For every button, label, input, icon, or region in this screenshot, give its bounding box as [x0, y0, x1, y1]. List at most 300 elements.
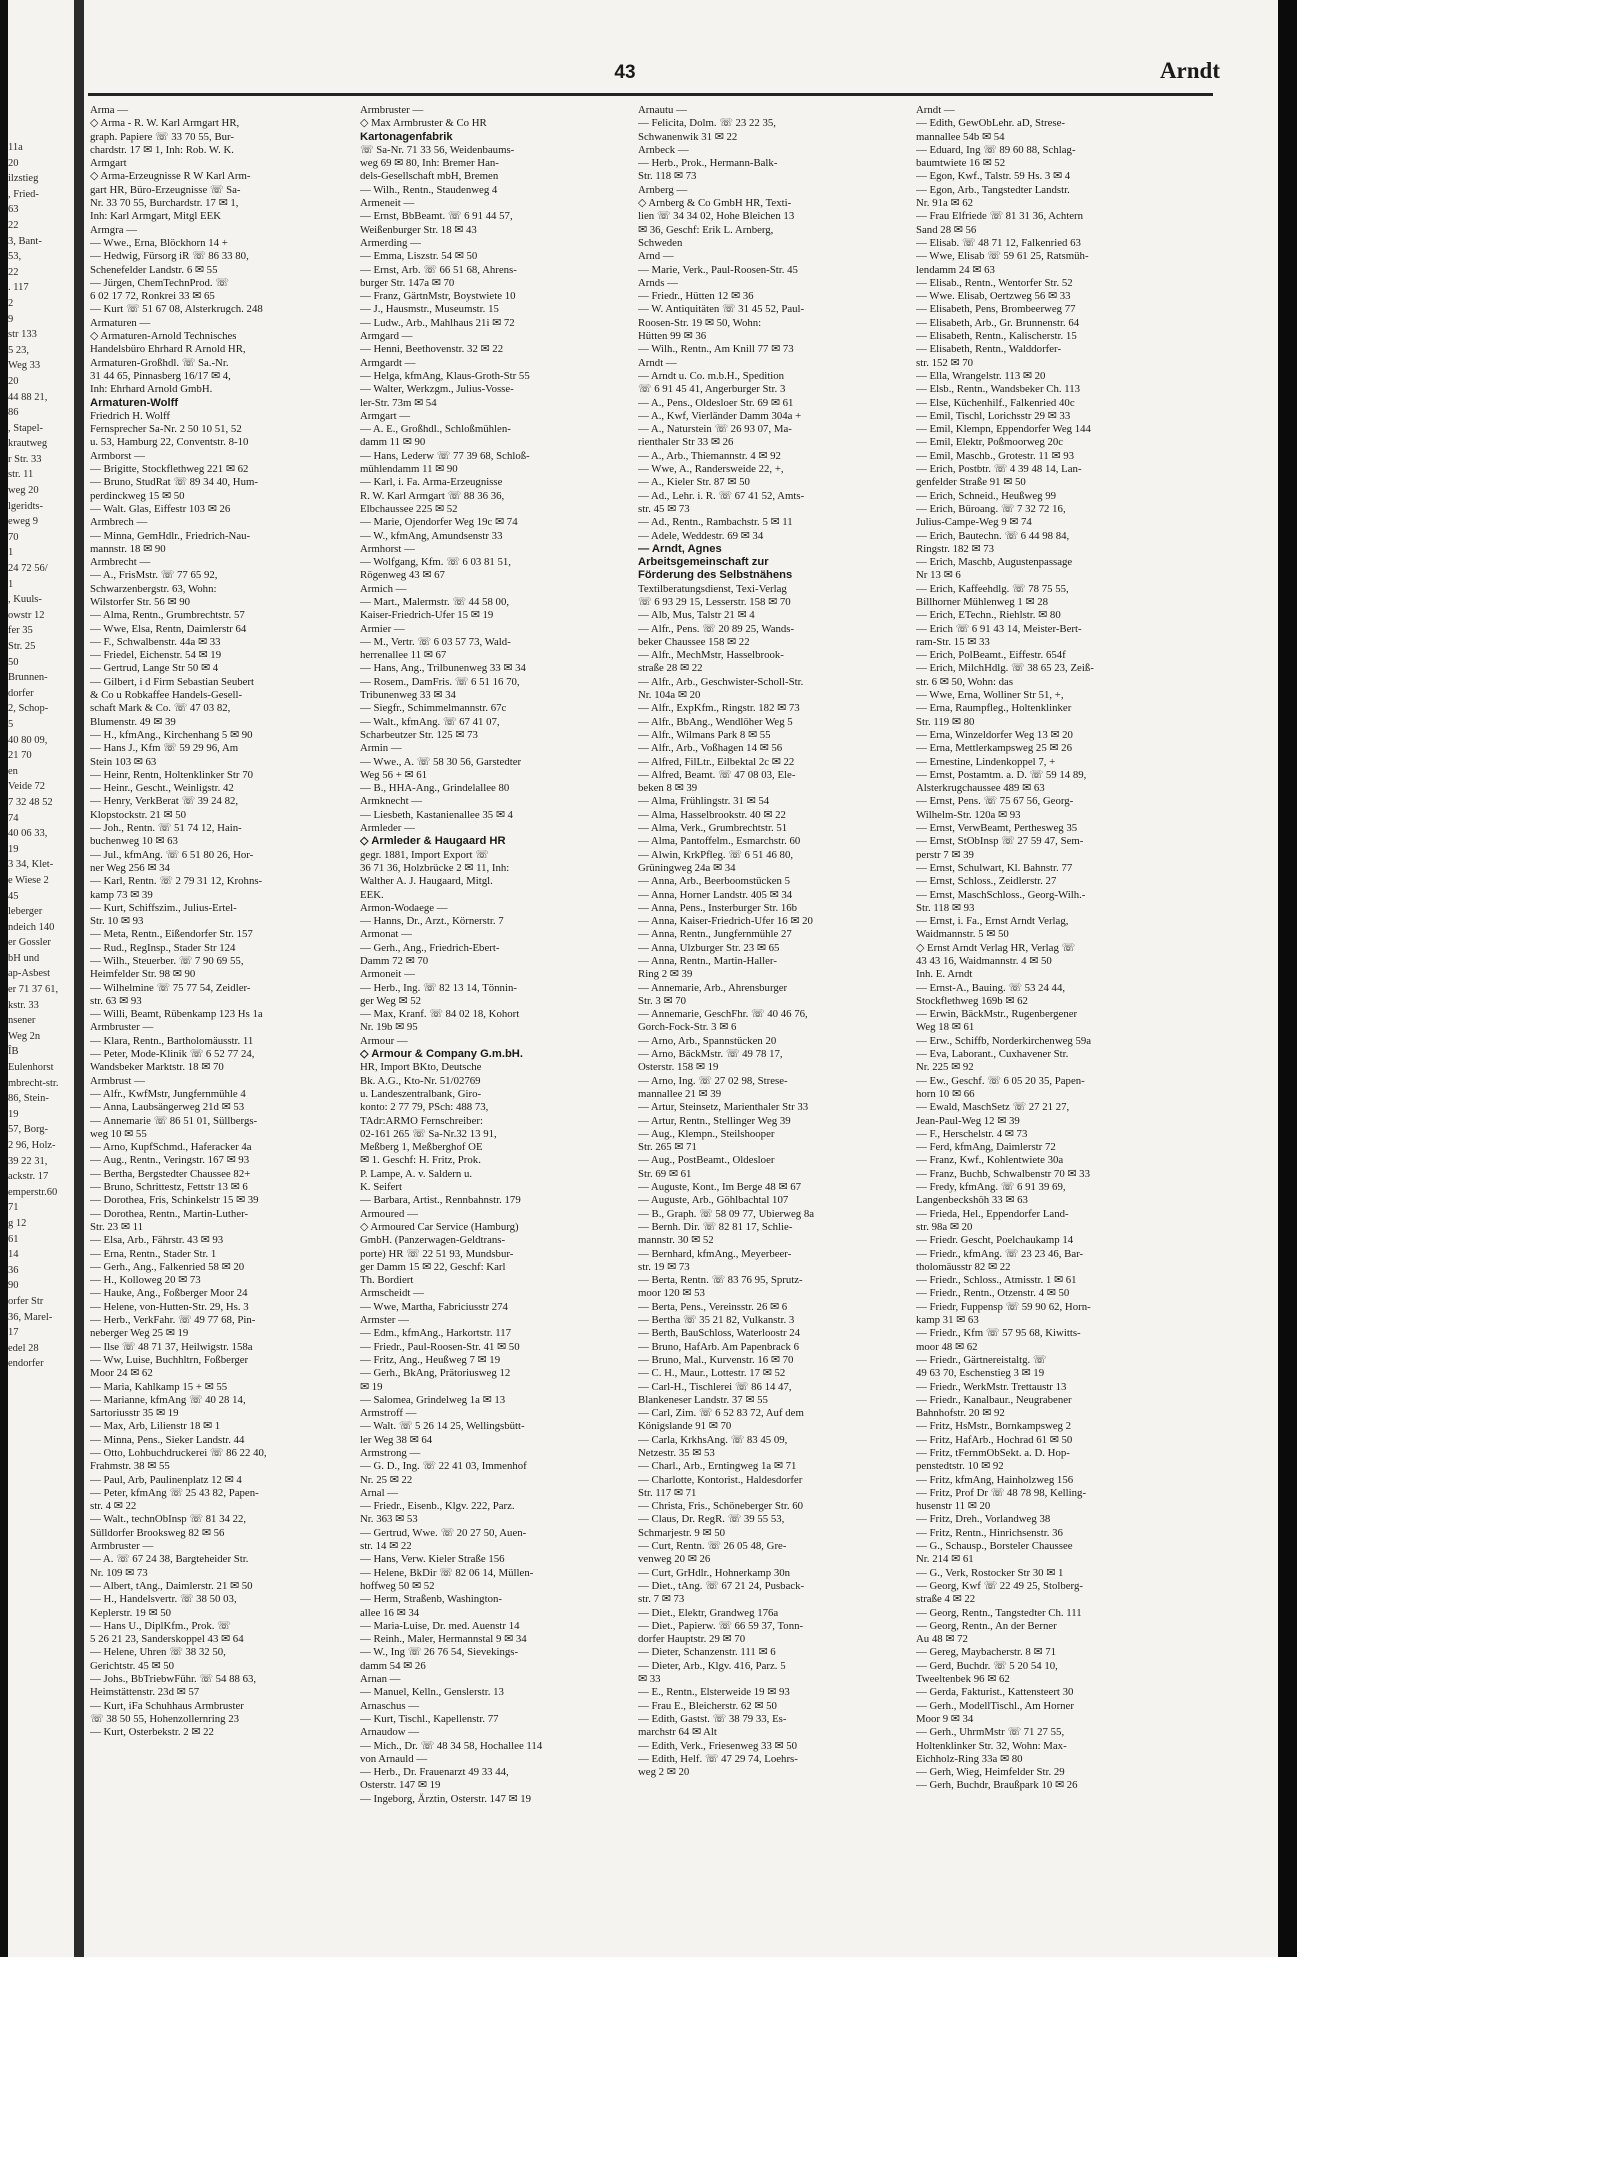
directory-entry-line: Armbruster —: [360, 104, 424, 116]
directory-entry-line: — Anna, Rentn., Jungfernmühle 27: [638, 928, 792, 941]
directory-entry-line: — Ew., Geschf. ☏ 6 05 20 35, Papen-: [916, 1074, 1085, 1087]
directory-entry-line: Nr 13 ✉ 6: [916, 569, 961, 582]
fragment-line: leberger: [8, 906, 43, 918]
directory-entry-line: Nr. 33 70 55, Burchardstr. 17 ✉ 1,: [90, 197, 239, 210]
directory-entry-line: mühlendamm 11 ✉ 90: [360, 463, 458, 476]
directory-entry-line: ◇ Max Armbruster & Co HR: [360, 117, 487, 130]
directory-entry-line: — Eva, Laborant., Cuxhavener Str.: [916, 1048, 1069, 1061]
directory-entry-line: — Erich, Maschb, Augustenpassage: [916, 556, 1073, 569]
directory-entry-line: str. 19 ✉ 73: [638, 1260, 690, 1273]
directory-entry-line: — Wwe, Martha, Fabriciusstr 274: [360, 1300, 508, 1313]
directory-entry-line: — Bruno, HafArb. Am Papenbrack 6: [638, 1340, 800, 1353]
directory-entry-line: — A., Naturstein ☏ 26 93 07, Ma-: [638, 423, 792, 436]
directory-entry-line: allee 16 ✉ 34: [360, 1606, 420, 1619]
directory-entry-line: Moor 24 ✉ 62: [90, 1367, 153, 1380]
directory-entry-line: — Rosem., DamFris. ☏ 6 51 16 70,: [360, 675, 520, 688]
fragment-line: 70: [8, 531, 19, 543]
fragment-line: 61: [8, 1233, 19, 1245]
directory-entry-line: 31 44 65, Pinnasberg 16/17 ✉ 4,: [90, 369, 231, 382]
directory-entry-line: — H., Kolloweg 20 ✉ 73: [90, 1274, 201, 1287]
fragment-line: 11a: [8, 142, 23, 153]
directory-entry-line: Bk. A.G., Kto-Nr. 51/02769: [360, 1074, 481, 1087]
fragment-line: 9: [8, 313, 14, 325]
directory-entry-line: Stein 103 ✉ 63: [90, 755, 157, 768]
directory-entry-line: — Adele, Weddestr. 69 ✉ 34: [638, 529, 764, 542]
directory-entry-line: ◇ Ernst Arndt Verlag HR, Verlag ☏: [916, 941, 1076, 954]
directory-entry-line: — Siegfr., Schimmelmannstr. 67c: [360, 702, 507, 715]
fragment-line: 45: [8, 890, 19, 902]
directory-entry-line: Schweden: [638, 236, 683, 249]
directory-entry-line: — Kurt, Schiffszim., Julius-Ertel-: [90, 901, 237, 914]
fragment-line: 5: [8, 718, 14, 730]
directory-entry-line: — Alfr., BbAng., Wendlöher Weg 5: [638, 715, 793, 728]
directory-entry-line: — Diet., Elektr, Grandweg 176a: [638, 1606, 779, 1619]
directory-entry-line: — Gerda, Fakturist., Kattensteert 30: [916, 1686, 1074, 1699]
directory-entry-line: — A. E., Großhdl., Schloßmühlen-: [360, 423, 511, 436]
directory-entry-line: — Herb., Ing. ☏ 82 13 14, Tönnin-: [360, 981, 517, 994]
directory-entry-line: — Ernst-A., Bauing. ☏ 53 24 44,: [916, 981, 1066, 994]
directory-entry-line: Arnds —: [638, 276, 678, 289]
directory-entry-line: 49 63 70, Eschenstieg 3 ✉ 19: [916, 1367, 1045, 1380]
directory-entry-line: — Salomea, Grindelweg 1a ✉ 13: [360, 1393, 506, 1406]
directory-entry-line: Heimstättenstr. 23d ✉ 57: [90, 1686, 200, 1699]
directory-entry-line: — W., kfmAng, Amundsenstr 33: [360, 529, 503, 542]
directory-entry-line: — Wwe, Erna, Wolliner Str 51, +,: [916, 689, 1064, 702]
directory-entry-line: — Meta, Rentn., Eißendorfer Str. 157: [90, 928, 253, 941]
directory-entry-line: 5 26 21 23, Sanderskoppel 43 ✉ 64: [90, 1633, 244, 1646]
directory-entry-line: — Barbara, Artist., Rennbahnstr. 179: [360, 1194, 521, 1207]
directory-entry-line: — Wilhelmine ☏ 75 77 54, Zeidler-: [90, 981, 251, 994]
directory-entry-line: — Joh., Rentn. ☏ 51 74 12, Hain-: [90, 822, 242, 835]
directory-entry-line: HR, Import BKto, Deutsche: [360, 1061, 482, 1074]
fragment-line: 63: [8, 204, 19, 216]
directory-entry-line: Sülldorfer Brooksweg 82 ✉ 56: [90, 1526, 225, 1539]
directory-entry-line: — Friedel, Eichenstr. 54 ✉ 19: [90, 649, 222, 662]
directory-entry-line: — M., Vertr. ☏ 6 03 57 73, Wald-: [360, 635, 511, 648]
directory-entry-line: rienthaler Str 33 ✉ 26: [638, 436, 734, 449]
directory-entry-line: herrenallee 11 ✉ 67: [360, 649, 447, 662]
directory-entry-line: — Dorothea, Fris, Schinkelstr 15 ✉ 39: [90, 1194, 259, 1207]
directory-entry-line: — Peter, Mode-Klinik ☏ 6 52 77 24,: [90, 1048, 255, 1061]
directory-entry-line: — Edith, Helf. ☏ 47 29 74, Loehrs-: [638, 1752, 798, 1765]
directory-entry-line: Tribunenweg 33 ✉ 34: [360, 689, 456, 702]
directory-entry-line: — Kurt, iFa Schuhhaus Armbruster: [90, 1699, 244, 1712]
directory-entry-line: konto: 2 77 79, PSch: 488 73,: [360, 1101, 489, 1114]
directory-entry-line: — Erwin, BäckMstr., Rugenbergener: [916, 1008, 1078, 1021]
directory-entry-line: 43 43 16, Waidmannstr. 4 ✉ 50: [916, 955, 1052, 967]
fragment-line: weg 20: [8, 485, 39, 497]
directory-entry-line: — Ferd, kfmAng, Daimlerstr 72: [916, 1141, 1056, 1154]
fragment-line: er Gossler: [8, 937, 51, 949]
directory-entry-line: Armster —: [360, 1314, 409, 1327]
directory-entry-line: — Alma, Pantoffelm., Esmarchstr. 60: [638, 835, 801, 848]
directory-entry-line: — Gerh., Ang., Falkenried 58 ✉ 20: [90, 1260, 245, 1273]
directory-entry-line: ger Weg ✉ 52: [360, 994, 422, 1007]
directory-entry-line: — Ewald, MaschSetz ☏ 27 21 27,: [916, 1101, 1070, 1114]
fragment-line: 17: [8, 1327, 19, 1339]
directory-entry-line: — Minna, GemHdlr., Friedrich-Nau-: [90, 529, 251, 542]
fragment-line: ndeich 140: [8, 921, 55, 933]
directory-entry-line: Nr. 19b ✉ 95: [360, 1021, 418, 1034]
directory-entry-line: 6 02 17 72, Ronkrei 33 ✉ 65: [90, 290, 215, 303]
directory-entry-line: — Edith, Gastst. ☏ 38 79 33, Es-: [638, 1712, 787, 1725]
directory-entry-line: — Elsa, Arb., Fährstr. 43 ✉ 93: [90, 1234, 224, 1247]
directory-entry-line: — A., Arb., Thiemannstr. 4 ✉ 92: [638, 449, 781, 462]
directory-entry-line: — Anna, Laubsängerweg 21d ✉ 53: [90, 1101, 245, 1114]
directory-entry-line: — Ernst, Schulwart, Kl. Bahnstr. 77: [916, 861, 1073, 874]
directory-entry-line: Walther A. J. Haugaard, Mitgl.: [360, 875, 493, 888]
directory-entry-line: mannstr. 30 ✉ 52: [638, 1234, 714, 1247]
directory-entry-line: Armich —: [360, 582, 407, 595]
fragment-line: ap-Asbest: [8, 968, 50, 980]
directory-entry-line: — B., HHA-Ang., Grindelallee 80: [360, 782, 510, 795]
directory-entry-line: Gerichtstr. 45 ✉ 50: [90, 1659, 175, 1672]
directory-entry-line: — Marie, Verk., Paul-Roosen-Str. 45: [638, 263, 798, 276]
directory-entry-line: Keplerstr. 19 ✉ 50: [90, 1606, 172, 1619]
directory-entry-line: ✉ 33: [638, 1673, 661, 1686]
directory-entry-line: — Ernst, i. Fa., Ernst Arndt Verlag,: [916, 915, 1069, 928]
directory-entry-line: — Gerh., BkAng, Prätoriusweg 12: [360, 1367, 511, 1380]
fragment-line: 2, Schop-: [8, 703, 49, 715]
directory-entry-line: — Georg, Kwf ☏ 22 49 25, Stolberg-: [916, 1579, 1083, 1592]
directory-entry-line: — Hauke, Ang., Foßberger Moor 24: [90, 1287, 248, 1300]
directory-entry-line: — Walt. ☏ 5 26 14 25, Wellingsbütt-: [360, 1420, 525, 1433]
directory-entry-line: — Berta, Pens., Vereinsstr. 26 ✉ 6: [638, 1300, 788, 1313]
directory-entry-line: — Ernst, Postamtm. a. D. ☏ 59 14 89,: [916, 768, 1087, 781]
directory-entry-line: — W. Antiquitäten ☏ 31 45 52, Paul-: [638, 303, 805, 316]
directory-entry-line: Osterstr. 158 ✉ 19: [638, 1061, 719, 1074]
directory-entry-line: — Emil, Tischl, Lorichsstr 29 ✉ 33: [916, 409, 1071, 422]
directory-entry-line: — Emil, Klempn, Eppendorfer Weg 144: [916, 423, 1091, 436]
directory-entry-line: — Mich., Dr. ☏ 48 34 58, Hochallee 114: [360, 1739, 543, 1752]
directory-entry-line: — Minna, Pens., Sieker Landstr. 44: [90, 1433, 245, 1446]
directory-entry-line: — Kurt ☏ 51 67 08, Alsterkrugch. 248: [90, 303, 263, 316]
directory-entry-line: — Erich, Kaffeehdlg. ☏ 78 75 55,: [916, 582, 1069, 595]
directory-entry-line: — Gerh., UhrmMstr ☏ 71 27 55,: [916, 1726, 1065, 1739]
directory-entry-line: Schwarzenbergstr. 63, Wohn:: [90, 582, 217, 595]
directory-entry-line: beken 8 ✉ 39: [638, 782, 698, 795]
fragment-line: 40 06 33,: [8, 828, 48, 840]
directory-entry-line: — Albert, tAng., Daimlerstr. 21 ✉ 50: [90, 1579, 253, 1592]
directory-entry-line: — B., Graph. ☏ 58 09 77, Ubierweg 8a: [638, 1207, 815, 1220]
directory-entry-line: — Frau E., Bleicherstr. 62 ✉ 50: [638, 1699, 777, 1712]
column-4: [916, 104, 1186, 1899]
directory-entry-line: — Arno, KupfSchmd., Haferacker 4a: [90, 1141, 252, 1154]
directory-entry-line: — Wilh., Rentn., Staudenweg 4: [360, 183, 498, 196]
directory-entry-line: moor 120 ✉ 53: [638, 1287, 705, 1300]
directory-entry-line: — Ernst, VerwBeamt, Perthesweg 35: [916, 822, 1078, 835]
fragment-line: 3 34, Klet-: [8, 859, 54, 871]
directory-entry-line: Klopstockstr. 21 ✉ 50: [90, 808, 187, 821]
directory-entry-line: ✉ 1. Geschf: H. Fritz, Prok.: [360, 1154, 481, 1167]
directory-entry-line: Str. 119 ✉ 80: [916, 715, 975, 728]
directory-entry-line: — Gerd, Buchdr. ☏ 5 20 54 10,: [916, 1659, 1058, 1672]
directory-entry-line: — Auguste, Arb., Göhlbachtal 107: [638, 1194, 789, 1207]
directory-entry-line: — Ella, Wrangelstr. 113 ✉ 20: [916, 369, 1046, 382]
directory-entry-line: — Artur, Rentn., Stellinger Weg 39: [638, 1114, 791, 1127]
directory-entry-line: — Hedwig, Fürsorg iR ☏ 86 33 80,: [90, 250, 249, 263]
directory-entry-line: mannallee 21 ✉ 39: [638, 1087, 722, 1100]
directory-entry-line: Waidmannstr. 5 ✉ 50: [916, 928, 1009, 941]
fragment-line: 74: [8, 812, 19, 824]
directory-entry-line: — A., Pens., Oldesloer Str. 69 ✉ 61: [638, 396, 794, 409]
directory-entry-line: — Elsb., Rentn., Wandsbeker Ch. 113: [916, 383, 1081, 396]
directory-entry-line: Hütten 99 ✉ 36: [638, 330, 707, 343]
directory-entry-line: moor 48 ✉ 62: [916, 1340, 978, 1353]
directory-entry-line: — Alfr., ExpKfm., Ringstr. 182 ✉ 73: [638, 702, 800, 715]
fragment-line: lgeridts-: [8, 500, 43, 512]
fragment-line: Str. 25: [8, 641, 36, 652]
directory-entry-line: hoffweg 50 ✉ 52: [360, 1579, 435, 1592]
directory-entry-line: ◇ Armoured Car Service (Hamburg): [360, 1220, 519, 1233]
directory-entry-line: — Manuel, Kelln., Genslerstr. 13: [360, 1686, 504, 1699]
directory-entry-line: ◇ Armaturen-Arnold Technisches: [90, 330, 237, 343]
directory-entry-line: — Arno, Ing. ☏ 27 02 98, Strese-: [638, 1074, 788, 1087]
directory-entry-line: — Frau Elfriede ☏ 81 31 36, Achtern: [916, 210, 1084, 223]
directory-entry-line: — Anna, Ulzburger Str. 23 ✉ 65: [638, 941, 780, 954]
column-3: [638, 104, 908, 1899]
directory-entry-line: — Bruno, StudRat ☏ 89 34 40, Hum-: [90, 476, 258, 489]
directory-entry-line: — Erich, Schneid., Heußweg 99: [916, 489, 1057, 502]
directory-entry-line: Str. 265 ✉ 71: [638, 1141, 697, 1154]
directory-entry-line: chardstr. 17 ✉ 1, Inh: Rob. W. K.: [90, 143, 235, 156]
directory-entry-line: — Carl-H., Tischlerei ☏ 86 14 47,: [638, 1380, 792, 1393]
fragment-line: 7 32 48 52: [8, 796, 53, 808]
directory-entry-line: — Friedr., Hütten 12 ✉ 36: [638, 290, 754, 303]
directory-entry-line: Friedrich H. Wolff: [90, 409, 170, 422]
directory-entry-line: — Alma, Verk., Grumbrechtstr. 51: [638, 822, 788, 835]
directory-entry-line: — H., Handelsvertr. ☏ 38 50 03,: [90, 1593, 237, 1606]
directory-entry-line: Th. Bordiert: [360, 1274, 414, 1287]
fragment-line: e Wiese 2: [8, 874, 49, 886]
directory-entry-line: Kaiser-Friedrich-Ufer 15 ✉ 19: [360, 609, 494, 622]
directory-entry-line: — Edm., kfmAng., Harkortstr. 117: [360, 1327, 512, 1340]
directory-entry-line: Alsterkrugchaussee 489 ✉ 63: [916, 782, 1045, 795]
fragment-line: , Fried-: [8, 188, 39, 200]
directory-entry-line: — Egon, Kwf., Talstr. 59 Hs. 3 ✉ 4: [916, 170, 1071, 183]
directory-entry-line: — Edith, GewObLehr. aD, Strese-: [916, 117, 1066, 130]
fragment-line: en: [8, 765, 18, 777]
directory-entry-line: — Friedr., WerkMstr. Trettaustr 13: [916, 1380, 1067, 1393]
directory-entry-line: — Max, Arb, Lilienstr 18 ✉ 1: [90, 1420, 221, 1433]
directory-entry-line: — Hanns, Dr., Arzt., Körnerstr. 7: [360, 915, 504, 928]
directory-entry-line: Armerding —: [360, 236, 421, 249]
directory-entry-line: Arnbeck —: [638, 143, 689, 156]
column-1: [90, 104, 360, 1899]
directory-entry-line: Königslande 91 ✉ 70: [638, 1420, 732, 1433]
directory-entry-line: Blumenstr. 49 ✉ 39: [90, 715, 176, 728]
directory-entry-line: — Berta, Rentn. ☏ 83 76 95, Sprutz-: [638, 1274, 803, 1287]
directory-entry-line: Sand 28 ✉ 56: [916, 223, 977, 236]
directory-entry-line: Stockflethweg 169b ✉ 62: [916, 994, 1028, 1007]
directory-entry-line: — Franz, Buchb, Schwalbenstr 70 ✉ 33: [916, 1167, 1090, 1180]
directory-entry-line: — Annemarie ☏ 86 51 01, Süllbergs-: [90, 1114, 258, 1127]
directory-entry-line: damm 11 ✉ 90: [360, 436, 426, 449]
directory-entry-line: — Erich, MilchHdlg. ☏ 38 65 23, Zeiß-: [916, 662, 1094, 675]
directory-entry-line: — Henry, VerkBerat ☏ 39 24 82,: [90, 795, 239, 808]
directory-entry-line: — Wwe. Elisab, Oertzweg 56 ✉ 33: [916, 290, 1071, 303]
directory-entry-line: — Fritz, Ang., Heußweg 7 ✉ 19: [360, 1353, 501, 1366]
fragment-line: 24 72 56/: [8, 563, 48, 575]
directory-entry-line: Nr. 104a ✉ 20: [638, 689, 701, 702]
directory-entry-line: Eichholz-Ring 33a ✉ 80: [916, 1752, 1023, 1765]
directory-entry-line: — Bruno, Mal., Kurvenstr. 16 ✉ 70: [638, 1353, 794, 1366]
directory-entry-line: — Annemarie, GeschFhr. ☏ 40 46 76,: [638, 1008, 808, 1021]
directory-entry-line: — Alfr., Arb., Geschwister-Scholl-Str.: [638, 675, 804, 688]
directory-entry-line: Inh. E. Arndt: [916, 968, 973, 981]
directory-entry-line: Arma —: [90, 104, 129, 116]
directory-entry-line: — Johs., BbTriebwFühr. ☏ 54 88 63,: [90, 1673, 257, 1686]
directory-entry-line: — Walt., technObInsp ☏ 81 34 22,: [90, 1513, 247, 1526]
directory-entry-line: schaft Mark & Co. ☏ 47 03 82,: [90, 702, 231, 715]
fragment-line: Brunnen-: [8, 672, 48, 684]
directory-entry-line: str. 152 ✉ 70: [916, 356, 974, 369]
directory-entry-line: — Franz, Kwf., Kohlentwiete 30a: [916, 1154, 1064, 1167]
directory-entry-line: Arndt —: [916, 104, 955, 116]
directory-entry-line: — H., kfmAng., Kirchenhang 5 ✉ 90: [90, 728, 253, 741]
directory-entry-line: Tweeltenbek 96 ✉ 62: [916, 1673, 1010, 1686]
directory-entry-line: — Herm, Straßenb, Washington-: [360, 1593, 502, 1606]
directory-entry-line: — Kurt, Tischl., Kapellenstr. 77: [360, 1712, 499, 1725]
fragment-line: ackstr. 17: [8, 1171, 49, 1183]
directory-entry-line: ✉ 19: [360, 1380, 383, 1393]
fragment-line: 2: [8, 297, 14, 309]
directory-entry-line: — Kurt, Osterbekstr. 2 ✉ 22: [90, 1726, 214, 1739]
directory-entry-line: — Fritz, Rentn., Hinrichsenstr. 36: [916, 1526, 1063, 1539]
directory-entry-line: — Fritz, Prof Dr ☏ 48 78 98, Kelling-: [916, 1486, 1087, 1499]
directory-entry-line: Arnal —: [360, 1486, 399, 1499]
fragment-line: dorfer: [8, 687, 34, 699]
directory-entry-line: str. 14 ✉ 22: [360, 1540, 412, 1553]
directory-entry-line: — Gerh, Buchdr, Braußpark 10 ✉ 26: [916, 1779, 1078, 1792]
directory-entry-line: Armborst —: [90, 449, 145, 462]
directory-entry-line: — Erich, ETechn., Riehlstr. ✉ 80: [916, 609, 1061, 622]
directory-entry-line: Rögenweg 43 ✉ 67: [360, 569, 445, 582]
directory-entry-line: Wilstorfer Str. 56 ✉ 90: [90, 595, 191, 608]
directory-entry-line: — Erw., Schiffb, Norderkirchenweg 59a: [916, 1034, 1092, 1047]
directory-entry-line: Armhorst —: [360, 542, 415, 555]
directory-entry-line: u. 53, Hamburg 22, Conventstr. 8-10: [90, 436, 249, 449]
directory-entry-line: TAdr:ARMO Fernschreiber:: [360, 1114, 483, 1127]
fragment-line: 20: [8, 157, 19, 169]
directory-entry-line: — Georg, Rentn., Tangstedter Ch. 111: [916, 1606, 1082, 1619]
fragment-line: eweg 9: [8, 516, 39, 528]
directory-entry-line: Handelsbüro Ehrhard R Arnold HR,: [90, 343, 246, 356]
directory-entry-line: Armour —: [360, 1034, 408, 1047]
directory-entry-line: ✉ 36, Geschf: Erik L. Arnberg,: [638, 223, 774, 236]
directory-entry-line: str. 6 ✉ 50, Wohn: das: [916, 675, 1014, 688]
directory-entry-line: — Fritz, tFernmObSekt. a. D. Hop-: [916, 1446, 1070, 1459]
directory-entry-line: — Friedr., Paul-Roosen-Str. 41 ✉ 50: [360, 1340, 520, 1353]
directory-entry-line: — Aug., PostBeamt., Oldesloer: [638, 1154, 775, 1167]
fragment-line: 2 96, Holz-: [8, 1140, 56, 1151]
directory-entry-line: Arnd —: [638, 250, 674, 263]
directory-entry-line: Ringstr. 182 ✉ 73: [916, 542, 995, 555]
directory-entry-line: marchstr 64 ✉ Alt: [638, 1726, 717, 1739]
fragment-line: 50: [8, 656, 19, 668]
directory-entry-line: — Herb., VerkFahr. ☏ 49 77 68, Pin-: [90, 1314, 256, 1327]
directory-entry-line: — Erna, Winzeldorfer Weg 13 ✉ 20: [916, 728, 1073, 741]
directory-entry-line: — Fritz, kfmAng, Hainholzweg 156: [916, 1473, 1074, 1486]
directory-entry-line: — A., Kwf, Vierländer Damm 304a +: [638, 409, 802, 422]
directory-entry-line: — Dieter, Schanzenstr. 111 ✉ 6: [638, 1646, 776, 1659]
directory-entry-line: Netzestr. 35 ✉ 53: [638, 1446, 715, 1459]
directory-entry-line: Nr. 225 ✉ 92: [916, 1061, 974, 1074]
directory-entry-line: — Arndt, Agnes: [638, 542, 722, 555]
directory-entry-line: straße 4 ✉ 22: [916, 1593, 976, 1606]
directory-entry-line: — Walt. Glas, Eiffestr 103 ✉ 26: [90, 502, 231, 515]
directory-entry-line: Armier —: [360, 622, 405, 635]
directory-entry-line: — Wwe, A., Randersweide 22, +,: [638, 463, 784, 476]
directory-entry-line: — Friedr., Kfm ☏ 57 95 68, Kiwitts-: [916, 1327, 1081, 1340]
directory-entry-line: Arndt —: [638, 356, 677, 369]
fragment-line: 90: [8, 1280, 19, 1292]
directory-entry-line: genfelder Straße 91 ✉ 50: [916, 476, 1026, 489]
directory-entry-line: Blankeneser Landstr. 37 ✉ 55: [638, 1393, 768, 1406]
directory-entry-line: — Curt, Rentn. ☏ 26 05 48, Gre-: [638, 1540, 787, 1553]
fragment-line: . 117: [8, 282, 29, 294]
directory-entry-line: burger Str. 147a ✉ 70: [360, 276, 455, 289]
directory-entry-line: Armbrech —: [90, 516, 148, 529]
directory-entry-line: — J., Hausmstr., Museumstr. 15: [360, 303, 499, 316]
directory-entry-line: — F., Herschelstr. 4 ✉ 73: [916, 1127, 1028, 1140]
directory-entry-line: — Friedr, Fuppensp ☏ 59 90 62, Horn-: [916, 1300, 1091, 1313]
directory-entry-line: weg 69 ✉ 80, Inh: Bremer Han-: [360, 157, 499, 170]
directory-entry-line: lien ☏ 34 34 02, Hohe Bleichen 13: [638, 210, 795, 223]
directory-entry-line: Armbrecht —: [90, 556, 151, 569]
directory-entry-line: Armoneit —: [360, 968, 415, 981]
directory-entry-line: — Charl., Arb., Erntingweg 1a ✉ 71: [638, 1460, 797, 1473]
directory-entry-line: Nr. 363 ✉ 53: [360, 1513, 418, 1526]
directory-entry-line: horn 10 ✉ 66: [916, 1087, 975, 1100]
directory-entry-line: — Elisabeth, Rentn., Kalischerstr. 15: [916, 330, 1077, 343]
directory-entry-line: Arbeitsgemeinschaft zur: [638, 556, 769, 569]
fragment-line: str 133: [8, 329, 37, 341]
fragment-line: emperstr.60: [8, 1186, 58, 1198]
directory-entry-line: — Edith, Verk., Friesenweg 33 ✉ 50: [638, 1739, 798, 1752]
directory-entry-line: — Elisab., Rentn., Wentorfer Str. 52: [916, 276, 1073, 289]
directory-entry-line: — Karl, Rentn. ☏ 2 79 31 12, Krohns-: [90, 875, 263, 888]
directory-entry-line: — C. H., Maur., Lottestr. 17 ✉ 52: [638, 1367, 786, 1380]
fragment-line: Weg 2n: [8, 1030, 41, 1042]
directory-entry-line: Armgard —: [360, 330, 413, 343]
directory-entry-line: — Else, Küchenhilf., Falkenried 40c: [916, 396, 1075, 409]
directory-entry-line: — A., Kieler Str. 87 ✉ 50: [638, 476, 750, 489]
directory-entry-line: — Mart., Malermstr. ☏ 44 58 00,: [360, 595, 510, 608]
directory-entry-line: — Alfred, FilLtr., Eilbektal 2c ✉ 22: [638, 755, 795, 768]
directory-entry-line: — Fredy, kfmAng. ☏ 6 91 39 69,: [916, 1181, 1066, 1194]
directory-entry-line: ger Damm 15 ✉ 22, Geschf: Karl: [360, 1260, 506, 1273]
directory-entry-line: — Peter, kfmAng ☏ 25 43 82, Papen-: [90, 1486, 259, 1499]
directory-entry-line: Osterstr. 147 ✉ 19: [360, 1779, 441, 1792]
directory-entry-line: — Friedr., kfmAng. ☏ 23 23 46, Bar-: [916, 1247, 1084, 1260]
directory-entry-line: Elbchaussee 225 ✉ 52: [360, 502, 458, 515]
directory-entry-line: Gorch-Fock-Str. 3 ✉ 6: [638, 1021, 737, 1034]
directory-entry-line: Armstrong —: [360, 1446, 421, 1459]
directory-entry-line: ◇ Arma - R. W. Karl Armgart HR,: [90, 117, 240, 130]
fragment-line: er 71 37 61,: [8, 984, 59, 996]
page-number: 43: [614, 62, 636, 83]
directory-entry-line: Au 48 ✉ 72: [916, 1633, 968, 1646]
directory-entry-line: — G., Schausp., Borsteler Chaussee: [916, 1540, 1073, 1553]
directory-entry-line: GmbH. (Panzerwagen-Geldtrans-: [360, 1234, 506, 1247]
directory-entry-line: Armbruster —: [90, 1021, 154, 1034]
directory-entry-line: — Dorothea, Rentn., Martin-Luther-: [90, 1207, 249, 1220]
directory-entry-line: Meßberg 1, Meßberghof OE: [360, 1141, 483, 1154]
directory-entry-line: — Gerh., ModellTischl., Am Horner: [916, 1699, 1074, 1712]
directory-entry-line: — Curt, GrHdlr., Hohnerkamp 30n: [638, 1566, 791, 1579]
directory-entry-line: — Ludw., Arb., Mahlhaus 21i ✉ 72: [360, 316, 515, 329]
